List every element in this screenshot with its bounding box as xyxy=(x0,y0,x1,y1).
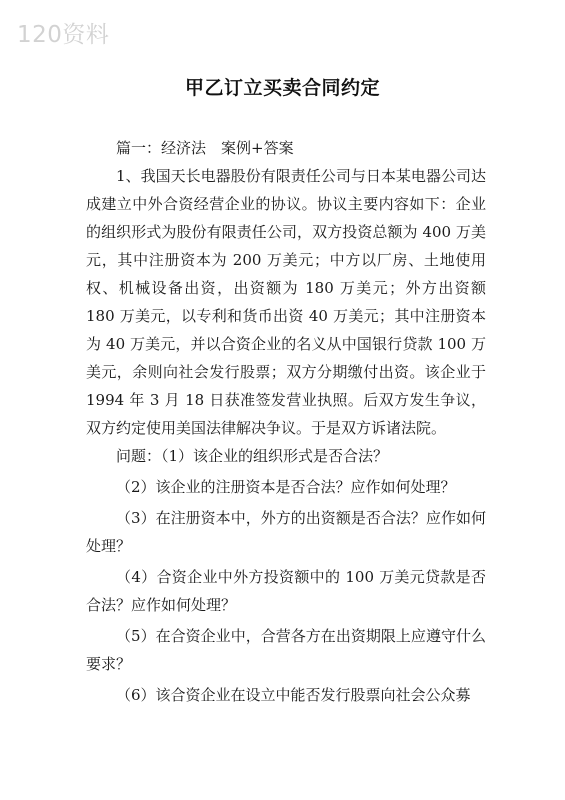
document-title: 甲乙订立买卖合同约定 xyxy=(184,77,380,99)
watermark: 120资料 xyxy=(17,22,110,48)
question-5: （5）在合资企业中，合营各方在出资期限上应遵守什么要求？ xyxy=(86,627,486,673)
question-2: （2）该企业的注册资本是否合法？应作如何处理？ xyxy=(116,478,456,496)
case-paragraph: 1、我国天长电器股份有限责任公司与日本某电器公司达成建立中外合资经营企业的协议。协议主要内容如下：企业的组织形式为股份有限责任公司，双方投资总额为 400 万美元，其中注册资本为 200 万美元；中方以厂房、土地使用权、机械设备出资，出资额为 180 万美元；外方出资额 180 万美元，以专利和货币出资 40 万美元；其中注册资本为 40 万美元，并以合资企业的名义从中国银行贷款 100 万美元，余则向社会发行股票；双方分期缴付出资。该企业于 1994 年 3 月 18 日获准签发营业执照。后双方发生争议，双方约定使用美国法律解决争议。于是双方诉诸法院。 xyxy=(86,167,486,437)
question-3: （3）在注册资本中，外方的出资额是否合法？应作如何处理？ xyxy=(86,509,486,555)
document-body xyxy=(86,134,486,709)
question-1: 问题：（1）该企业的组织形式是否合法？ xyxy=(116,447,389,465)
question-6: （6）该合资企业在设立中能否发行股票向社会公众募 xyxy=(116,686,471,704)
section-heading: 篇一：经济法 案例+答案 xyxy=(116,139,294,157)
question-4: （4）合资企业中外方投资额中的 100 万美元贷款是否合法？应作如何处理？ xyxy=(86,568,486,614)
